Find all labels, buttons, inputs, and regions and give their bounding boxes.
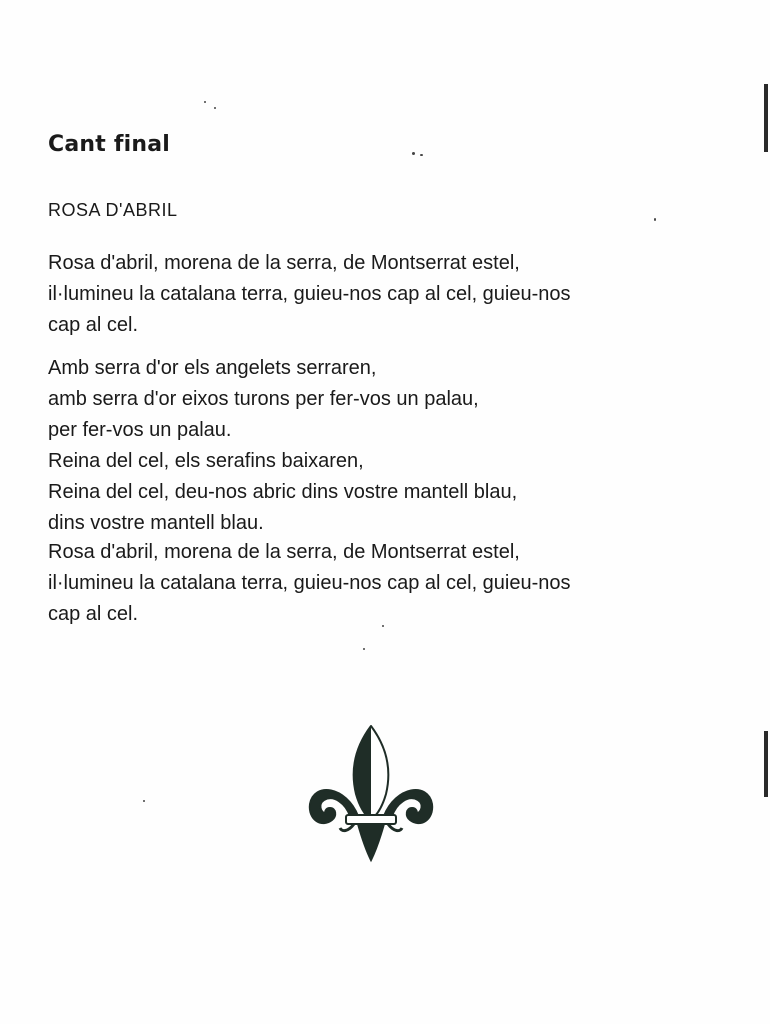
scan-speck [382, 625, 384, 627]
stanza-line: dins vostre mantell blau. [48, 512, 264, 534]
stanza-3 [48, 537, 571, 630]
scan-speck [412, 152, 415, 155]
stanza-line: il·lumineu la catalana terra, guieu-nos cap al cel, guieu-nos [48, 283, 571, 305]
scan-speck [363, 648, 365, 650]
stanza-line: Rosa d'abril, morena de la serra, de Montserrat estel, [48, 252, 520, 274]
fleur-de-lis-icon [306, 724, 436, 864]
song-title: ROSA D'ABRIL [48, 200, 178, 220]
stanza-line: Reina del cel, els serafins baixaren, [48, 450, 364, 472]
section-heading: Cant final [48, 132, 170, 157]
stanza-line: Amb serra d'or els angelets serraren, [48, 357, 377, 379]
scan-speck [214, 107, 216, 109]
page-edge-mark [764, 731, 768, 797]
scan-speck [143, 800, 145, 802]
stanza-line: Reina del cel, deu-nos abric dins vostre mantell blau, [48, 481, 518, 503]
stanza-line: cap al cel. [48, 314, 139, 336]
scan-speck [204, 101, 206, 103]
stanza-2 [48, 353, 517, 539]
stanza-line: Rosa d'abril, morena de la serra, de Montserrat estel, [48, 541, 520, 563]
stanza-1 [48, 248, 571, 341]
stanza-line: amb serra d'or eixos turons per fer-vos un palau, [48, 388, 479, 410]
scan-speck [654, 218, 656, 221]
scan-speck [420, 154, 423, 156]
stanza-line: per fer-vos un palau. [48, 419, 232, 441]
page-edge-mark [764, 84, 768, 152]
stanza-line: il·lumineu la catalana terra, guieu-nos cap al cel, guieu-nos [48, 572, 571, 594]
stanza-line: cap al cel. [48, 603, 139, 625]
